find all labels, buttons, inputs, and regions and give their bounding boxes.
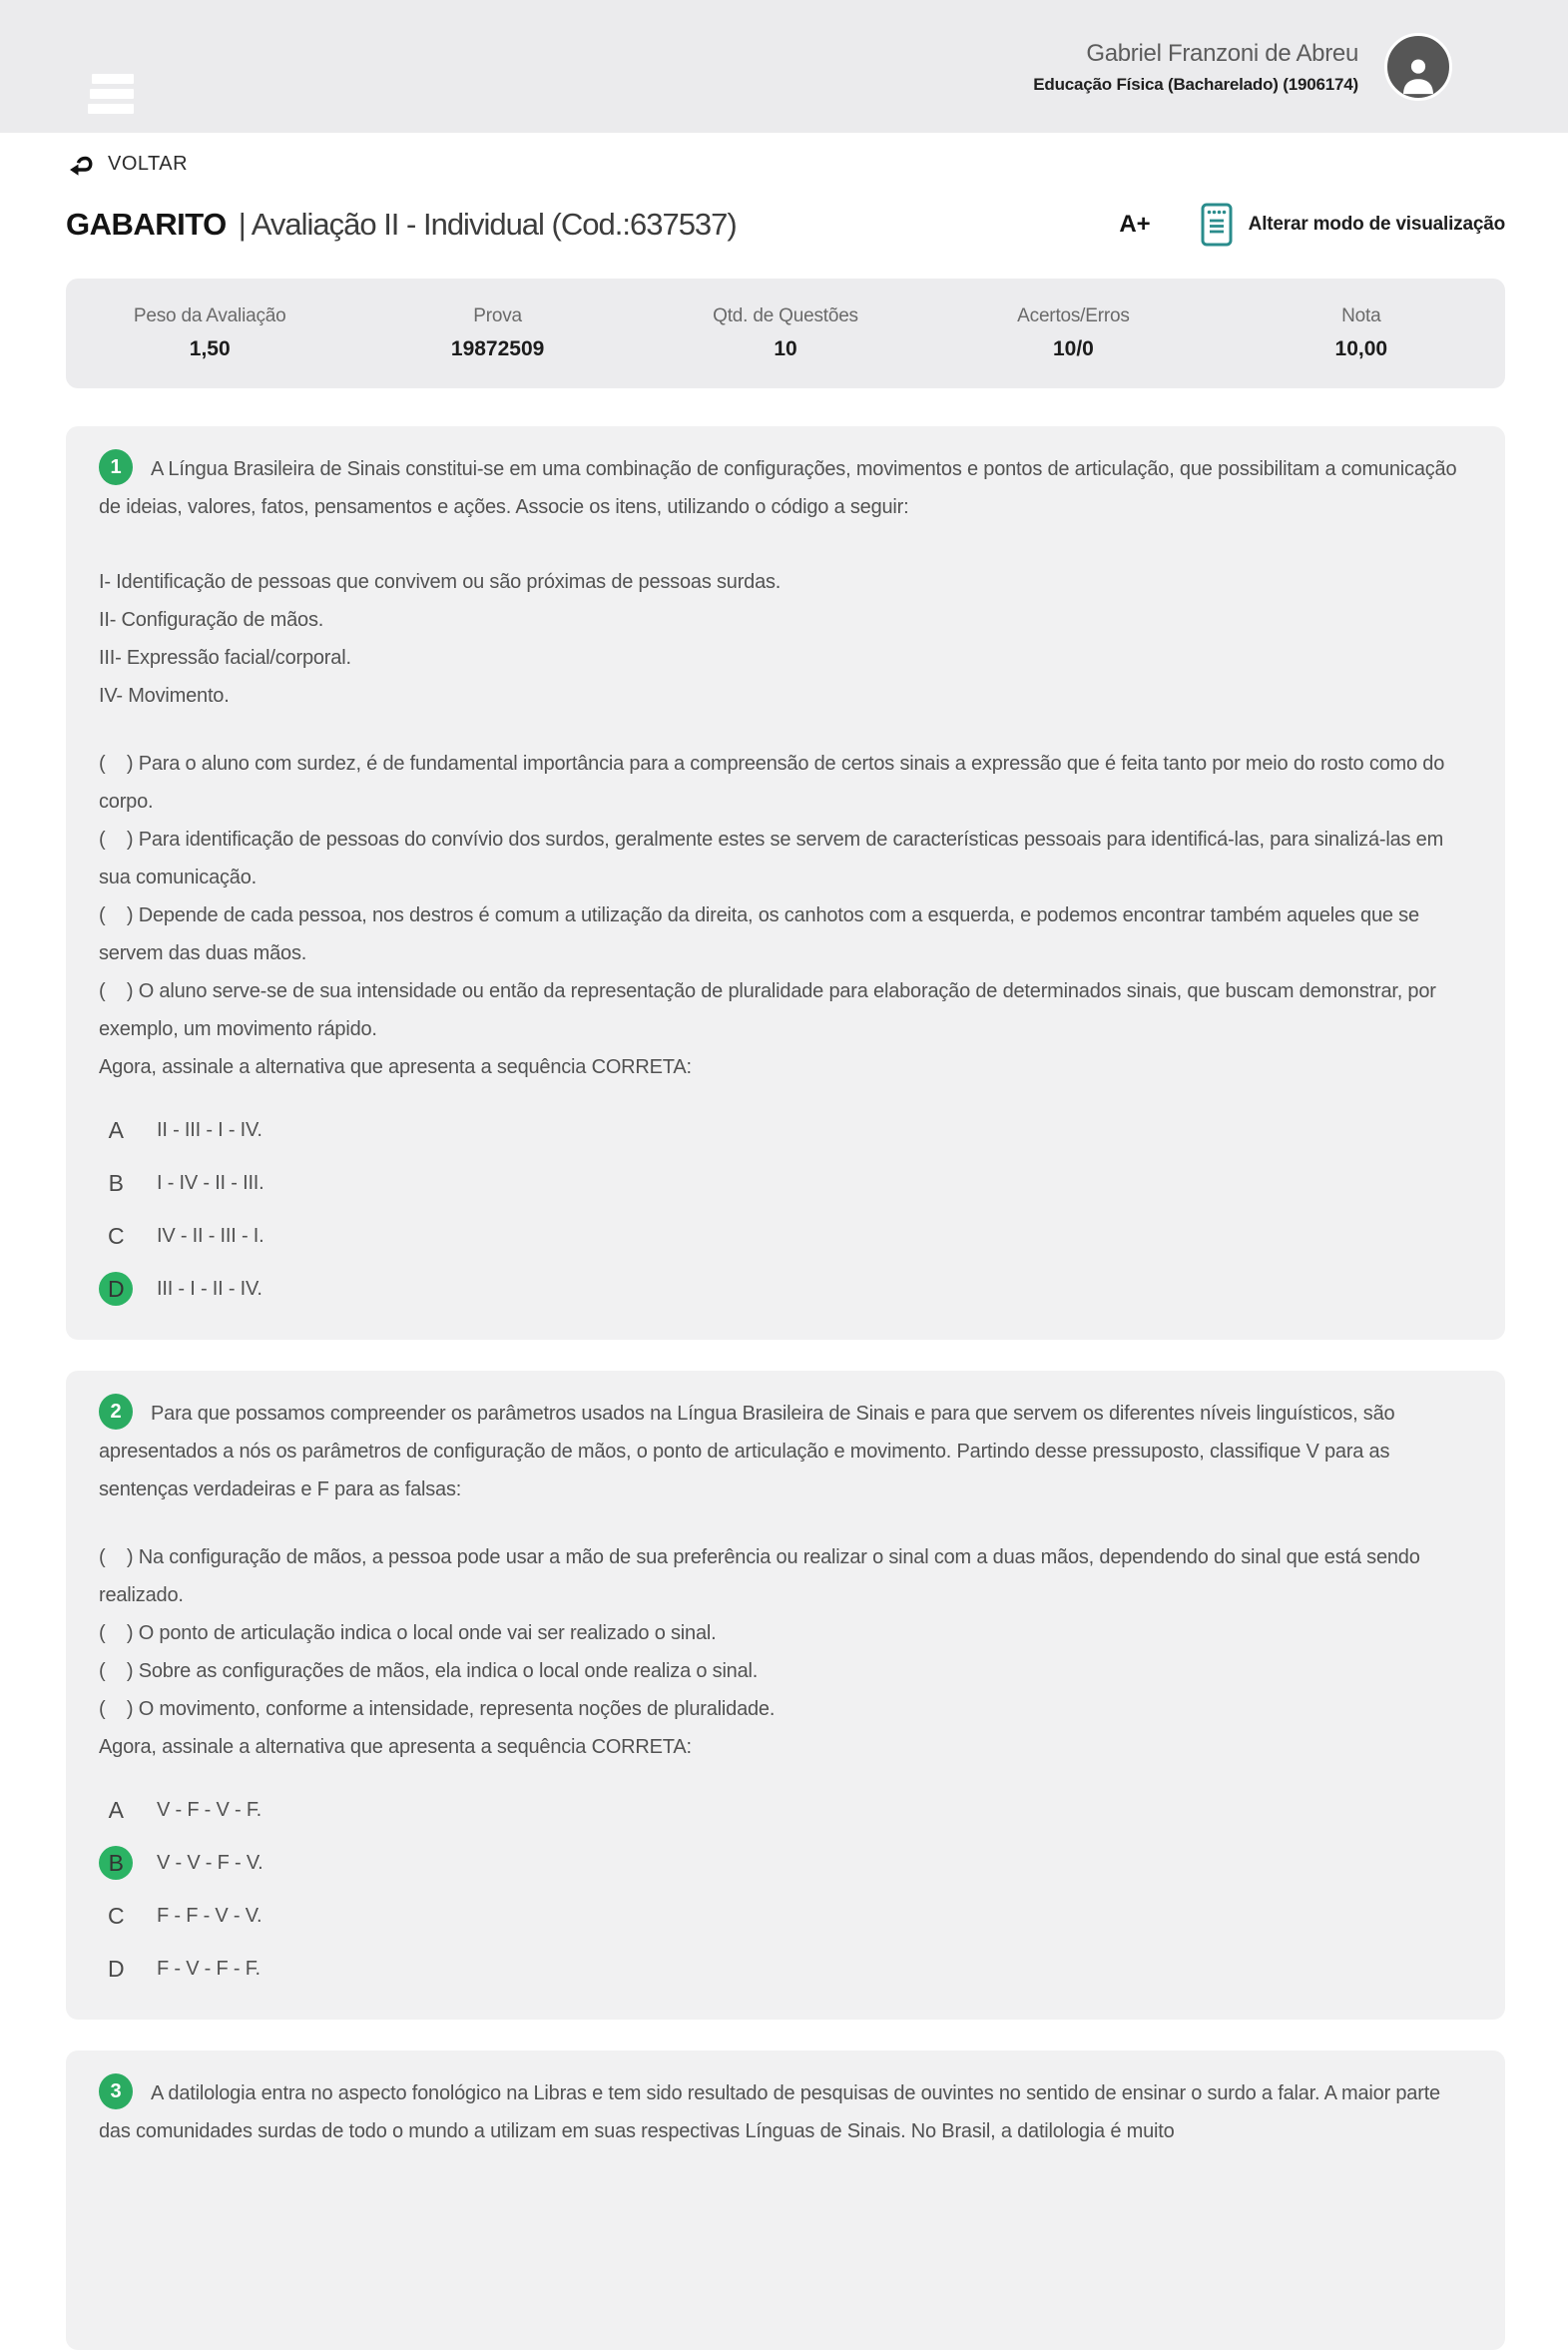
stat-label: Qtd. de Questões bbox=[713, 305, 858, 326]
question-statement: ( ) Sobre as configurações de mãos, ela indica o local onde realiza o sinal. bbox=[99, 1660, 759, 1682]
menu-bar bbox=[92, 74, 134, 84]
question-intro: A Língua Brasileira de Sinais constitui-se em uma combinação de configurações, movimentos e pontos de articulação, que possibilitam a comunicação de ideias, valores, fatos, pensamentos e ações. Associe os itens, utilizando o código a seguir: bbox=[99, 458, 1457, 518]
stat-prova bbox=[353, 305, 641, 361]
option-a bbox=[99, 1793, 1472, 1827]
question-statement: ( ) Na configuração de mãos, a pessoa pode usar a mão de sua preferência ou realizar o sinal com a duas mãos, dependendo do sinal que está sendo realizado. bbox=[99, 1546, 1426, 1606]
question-intro: Para que possamos compreender os parâmetros usados na Língua Brasileira de Sinais e para que servem os diferentes níveis linguísticos, são apresentados a nós os parâmetros de configuração de mãos, o ponto de articulação e movimento. Partindo desse pressuposto, classifique V para as sentenças verdadeiras e F para as falsas: bbox=[99, 1403, 1395, 1500]
option-letter: D bbox=[99, 1272, 133, 1306]
user-info[interactable] bbox=[1033, 33, 1452, 101]
question-options bbox=[99, 1113, 1472, 1306]
question-item: III- Expressão facial/corporal. bbox=[99, 647, 351, 669]
summary-bar bbox=[66, 279, 1505, 388]
option-letter: C bbox=[107, 1902, 125, 1929]
font-size-button[interactable]: A+ bbox=[1119, 211, 1151, 238]
option-text: I - IV - II - III. bbox=[157, 1171, 264, 1194]
question-item: II- Configuração de mãos. bbox=[99, 609, 324, 631]
question-options bbox=[99, 1793, 1472, 1986]
back-label: VOLTAR bbox=[108, 152, 189, 175]
question-number: 1 bbox=[110, 455, 122, 478]
question-statement: ( ) Para o aluno com surdez, é de fundamental importância para a compreensão de certos sinais a expressão que é feita tanto por meio do rosto como do corpo. bbox=[99, 753, 1450, 813]
question-intro: A datilologia entra no aspecto fonológico na Libras e tem sido resultado de pesquisas de ouvintes no sentido de ensinar o surdo a falar. A maior parte das comunidades surdas de todo o mundo a utilizam em suas respectivas Línguas de Sinais. No Brasil, a datilologia é muito bbox=[99, 2082, 1440, 2142]
question-number-badge bbox=[99, 2073, 133, 2109]
stat-label: Acertos/Erros bbox=[1017, 305, 1130, 326]
stat-acertos-erros bbox=[929, 305, 1217, 361]
option-text: II - III - I - IV. bbox=[157, 1118, 262, 1141]
page-subtitle: | Avaliação II - Individual (Cod.:637537) bbox=[238, 207, 737, 242]
question-statement: ( ) Depende de cada pessoa, nos destros é comum a utilização da direita, os canhotos com a esquerda, e podemos encontrar também aqueles que se servem das duas mãos. bbox=[99, 904, 1425, 964]
option-text: V - V - F - V. bbox=[157, 1851, 263, 1874]
option-letter: A bbox=[108, 1116, 124, 1143]
option-text: F - V - F - F. bbox=[157, 1957, 261, 1980]
question-number: 2 bbox=[110, 1400, 122, 1423]
question-card-2 bbox=[66, 1371, 1505, 2020]
page-title: GABARITO bbox=[66, 207, 227, 242]
menu-bar bbox=[90, 89, 134, 99]
user-course: Educação Física (Bacharelado) (1906174) bbox=[1033, 74, 1358, 94]
question-statements bbox=[99, 1538, 1472, 1728]
question-statement: ( ) O aluno serve-se de sua intensidade ou então da representação de pluralidade para elaboração de determinados sinais, que buscam demonstrar, por exemplo, um movimento rápido. bbox=[99, 980, 1442, 1040]
option-letter: B bbox=[108, 1169, 124, 1196]
view-mode-button[interactable] bbox=[1201, 203, 1505, 247]
option-text: F - F - V - V. bbox=[157, 1904, 262, 1927]
view-mode-icon bbox=[1201, 203, 1233, 247]
option-text: IV - II - III - I. bbox=[157, 1224, 264, 1247]
option-a bbox=[99, 1113, 1472, 1147]
question-number-badge bbox=[99, 1394, 133, 1430]
option-text: V - F - V - F. bbox=[157, 1798, 261, 1821]
question-item: I- Identificação de pessoas que convivem ou são próximas de pessoas surdas. bbox=[99, 571, 782, 593]
title-row bbox=[66, 201, 1505, 249]
stat-peso-avaliacao bbox=[66, 305, 353, 361]
option-b bbox=[99, 1166, 1472, 1200]
question-statement: ( ) O ponto de articulação indica o local onde vai ser realizado o sinal. bbox=[99, 1622, 717, 1644]
stat-value: 1,50 bbox=[189, 337, 231, 360]
question-statements bbox=[99, 745, 1472, 1048]
option-d bbox=[99, 1952, 1472, 1986]
stat-value: 10,00 bbox=[1334, 337, 1388, 360]
option-text: III - I - II - IV. bbox=[157, 1277, 262, 1300]
stat-label: Peso da Avaliação bbox=[133, 305, 286, 326]
stat-value: 19872509 bbox=[450, 337, 545, 360]
question-prompt: Agora, assinale a alternativa que apresenta a sequência CORRETA: bbox=[99, 1056, 692, 1078]
option-d-selected bbox=[99, 1272, 1472, 1306]
person-icon bbox=[1395, 52, 1441, 98]
stat-nota bbox=[1218, 305, 1505, 361]
question-prompt: Agora, assinale a alternativa que apresenta a sequência CORRETA: bbox=[99, 1736, 692, 1758]
content bbox=[66, 151, 1505, 2350]
option-letter: A bbox=[108, 1796, 124, 1823]
return-arrow-icon bbox=[67, 151, 99, 177]
question-item: IV- Movimento. bbox=[99, 685, 230, 707]
question-card-1 bbox=[66, 426, 1505, 1340]
option-b-selected bbox=[99, 1846, 1472, 1880]
question-number-badge bbox=[99, 449, 133, 485]
question-statement: ( ) Para identificação de pessoas do convívio dos surdos, geralmente estes se servem de características pessoais para identificá-las, para sinalizá-las em sua comunicação. bbox=[99, 829, 1449, 888]
question-card-3 bbox=[66, 2051, 1505, 2350]
option-c bbox=[99, 1219, 1472, 1253]
menu-bar bbox=[88, 104, 134, 114]
avatar[interactable] bbox=[1384, 33, 1452, 101]
question-number: 3 bbox=[110, 2079, 122, 2102]
view-mode-label: Alterar modo de visualização bbox=[1248, 214, 1505, 235]
menu-icon[interactable] bbox=[88, 74, 134, 119]
option-c bbox=[99, 1899, 1472, 1933]
top-header bbox=[0, 0, 1568, 133]
option-letter: C bbox=[107, 1222, 125, 1249]
user-name: Gabriel Franzoni de Abreu bbox=[1086, 39, 1358, 67]
stat-label: Nota bbox=[1341, 305, 1381, 326]
question-items bbox=[99, 563, 1472, 715]
stat-value: 10/0 bbox=[1052, 337, 1094, 360]
stat-value: 10 bbox=[774, 337, 797, 360]
back-button[interactable] bbox=[67, 151, 188, 177]
stat-qtd-questoes bbox=[642, 305, 929, 361]
option-letter: D bbox=[107, 1955, 125, 1982]
stat-label: Prova bbox=[473, 305, 522, 326]
question-statement: ( ) O movimento, conforme a intensidade, representa noções de pluralidade. bbox=[99, 1698, 776, 1720]
option-letter: B bbox=[99, 1846, 133, 1880]
